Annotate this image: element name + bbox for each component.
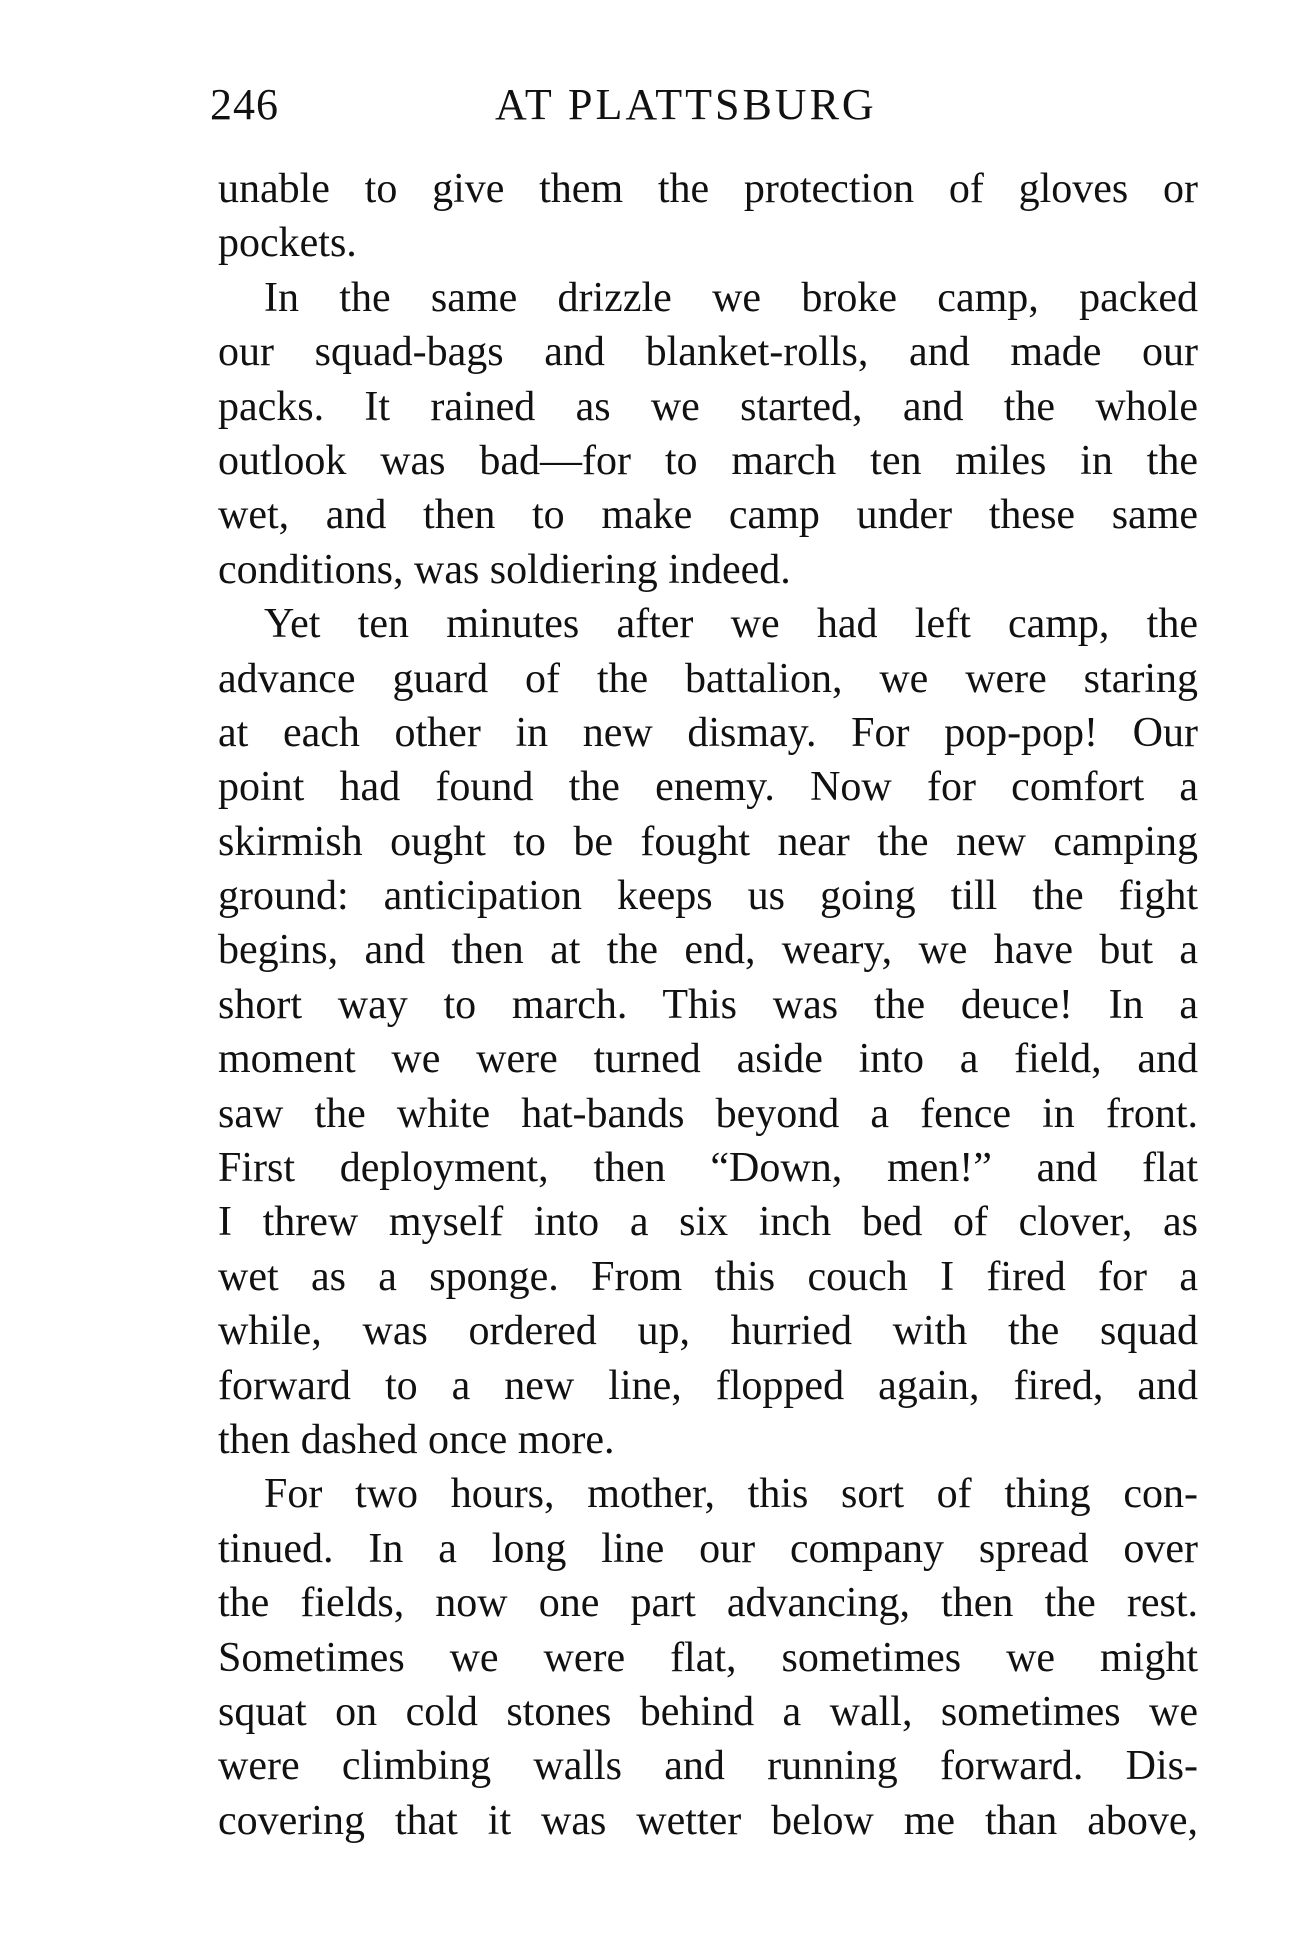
running-title: AT PLATTSBURG xyxy=(495,80,877,129)
text-line: conditions, was soldiering indeed. xyxy=(218,546,791,593)
text-line: short way to march. This was the deuce! In a xyxy=(218,981,1198,1028)
text-line: squat on cold stones behind a wall, sometimes we xyxy=(218,1688,1198,1735)
text-line: at each other in new dismay. For pop-pop! Our xyxy=(218,709,1198,756)
text-line: point had found the enemy. Now for comfort a xyxy=(218,764,1198,811)
text-line: unable to give them the protection of gloves or xyxy=(218,166,1198,212)
page-number: 246 xyxy=(210,80,279,129)
text-line: then dashed once more. xyxy=(218,1416,615,1463)
text-line: our squad-bags and blanket-rolls, and made our xyxy=(218,329,1198,376)
text-line: For two hours, mother, this sort of thing con- xyxy=(264,1471,1198,1518)
text-line: Sometimes we were flat, sometimes we might xyxy=(218,1634,1198,1681)
text-line: I threw myself into a six inch bed of clover, as xyxy=(218,1199,1198,1246)
text-line: were climbing walls and running forward. Dis- xyxy=(218,1743,1198,1790)
text-line: forward to a new line, flopped again, fired, and xyxy=(218,1362,1198,1409)
text-line: skirmish ought to be fought near the new camping xyxy=(218,818,1198,865)
text-line: saw the white hat-bands beyond a fence in front. xyxy=(218,1090,1198,1137)
text-line: while, was ordered up, hurried with the squad xyxy=(218,1308,1198,1355)
running-head xyxy=(210,75,1210,135)
text-line: begins, and then at the end, weary, we have but a xyxy=(218,927,1198,974)
text-line: First deployment, then “Down, men!” and flat xyxy=(218,1145,1198,1192)
text-line: covering that it was wetter below me than above, xyxy=(218,1797,1198,1844)
text-line: the fields, now one part advancing, then the rest. xyxy=(218,1580,1198,1627)
text-line: outlook was bad—for to march ten miles in the xyxy=(218,437,1198,484)
body-text xyxy=(218,162,1198,1848)
text-line: pockets. xyxy=(218,220,357,267)
text-line: In the same drizzle we broke camp, packed xyxy=(264,274,1198,321)
text-line: advance guard of the battalion, we were staring xyxy=(218,655,1198,702)
text-line: tinued. In a long line our company spread over xyxy=(218,1525,1198,1572)
text-line: packs. It rained as we started, and the whole xyxy=(218,383,1198,430)
text-line: ground: anticipation keeps us going till the fight xyxy=(218,873,1198,920)
text-line: wet as a sponge. From this couch I fired for a xyxy=(218,1253,1198,1300)
text-line: Yet ten minutes after we had left camp, the xyxy=(264,601,1198,648)
text-line: wet, and then to make camp under these same xyxy=(218,492,1198,539)
text-line: moment we were turned aside into a field, and xyxy=(218,1036,1198,1083)
